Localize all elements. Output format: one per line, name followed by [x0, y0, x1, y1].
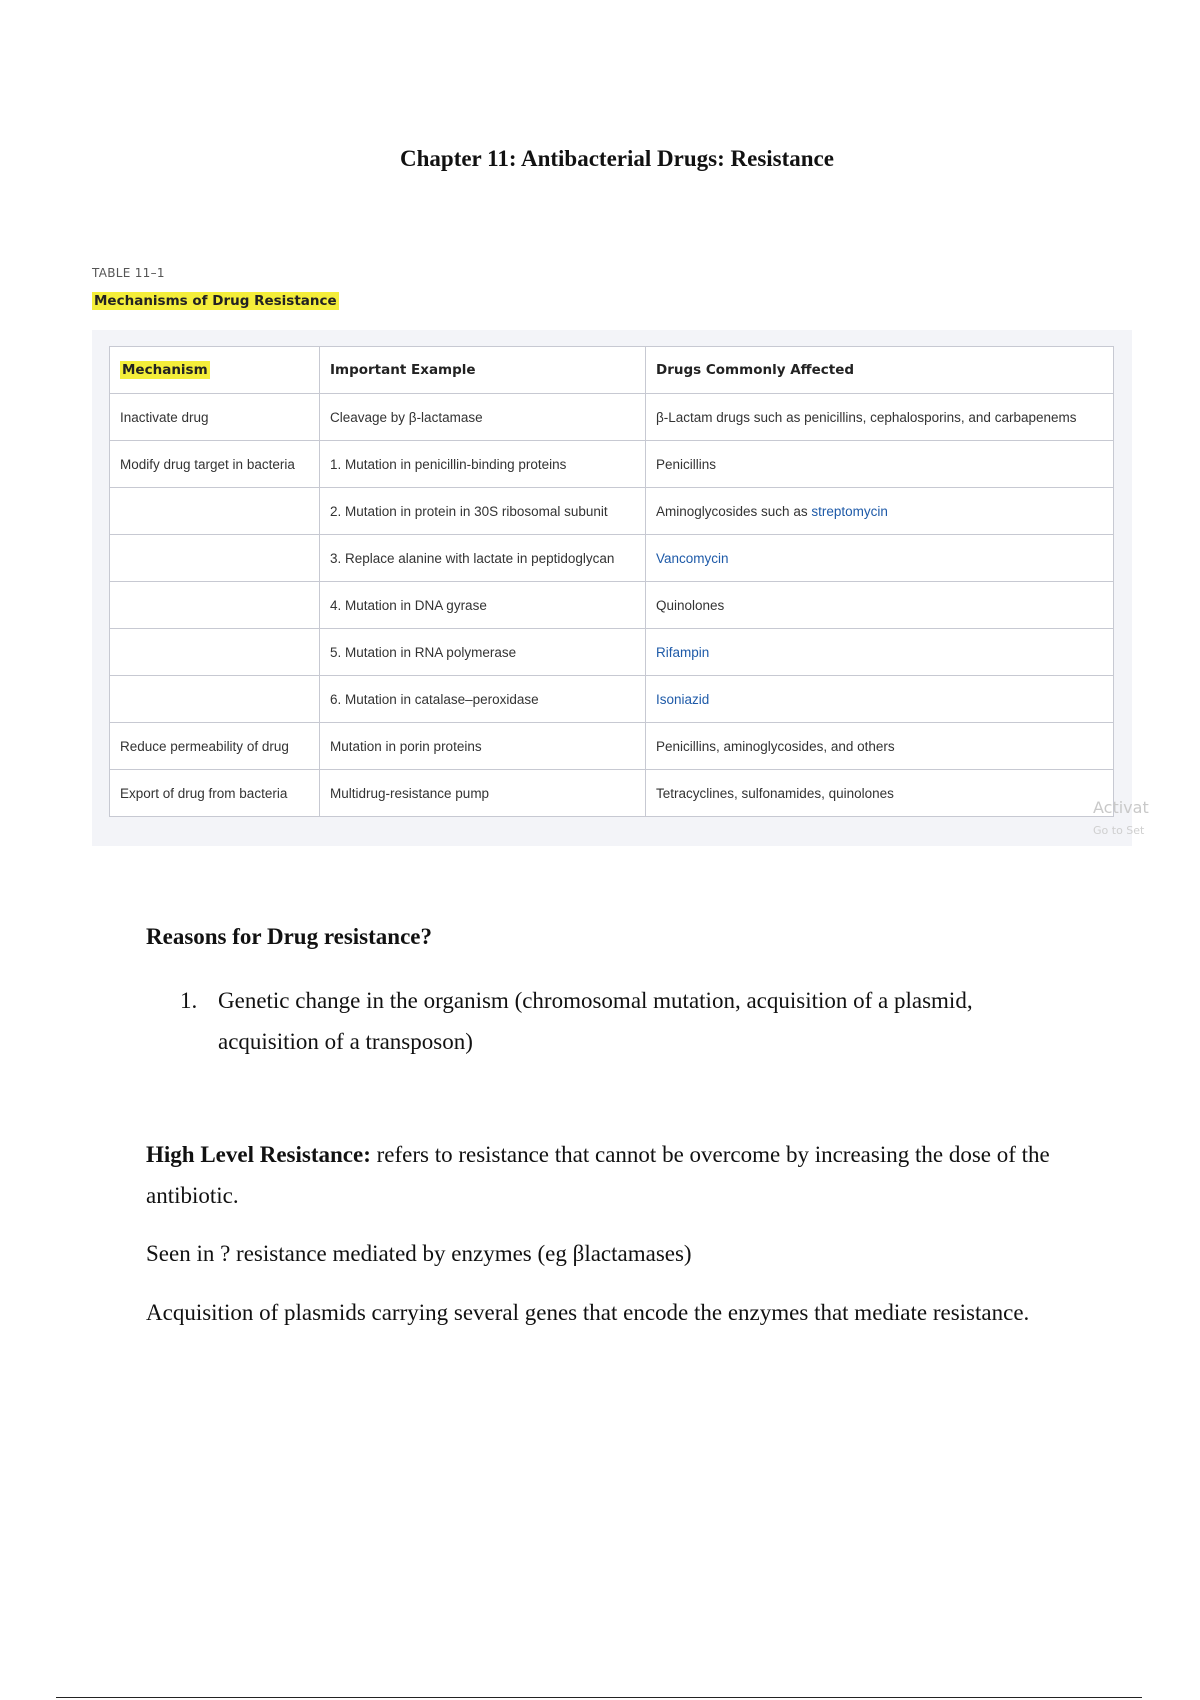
table-row	[110, 676, 1114, 723]
cell-example: 3. Replace alanine with lactate in peptidoglycan	[320, 535, 646, 582]
cell-mechanism	[110, 676, 320, 723]
activate-watermark: Activat	[1093, 798, 1149, 817]
table-caption: Mechanisms of Drug Resistance	[94, 293, 337, 309]
list-item-number: 1.	[180, 988, 198, 1013]
drugs-text: Quinolones	[656, 597, 725, 613]
cell-example: 6. Mutation in catalase–peroxidase	[320, 676, 646, 723]
cell-example: Multidrug-resistance pump	[320, 770, 646, 817]
header-mechanism-label: Mechanism	[122, 362, 208, 378]
table-row	[110, 488, 1114, 535]
table-row	[110, 629, 1114, 676]
drug-link-streptomycin[interactable]: streptomycin	[811, 503, 888, 519]
cell-example: 1. Mutation in penicillin-binding proteins	[320, 441, 646, 488]
cell-drugs	[646, 582, 1114, 629]
activate-watermark-subtext: Go to Set	[1093, 824, 1145, 837]
cell-example: 5. Mutation in RNA polymerase	[320, 629, 646, 676]
table-row	[110, 582, 1114, 629]
drug-link-isoniazid[interactable]: Isoniazid	[656, 691, 710, 707]
cell-example: Mutation in porin proteins	[320, 723, 646, 770]
table-row	[110, 770, 1114, 817]
high-level-term: High Level Resistance:	[146, 1142, 371, 1167]
cell-drugs	[646, 441, 1114, 488]
drugs-text: Tetracyclines, sulfonamides, quinolones	[656, 785, 894, 801]
cell-drugs	[646, 770, 1114, 817]
drugs-text: β-Lactam drugs such as penicillins, cephalosporins, and carbapenems	[656, 409, 1077, 425]
header-mechanism	[110, 347, 320, 394]
cell-example: 4. Mutation in DNA gyrase	[320, 582, 646, 629]
cell-mechanism: Inactivate drug	[110, 394, 320, 441]
drugs-text: Penicillins, aminoglycosides, and others	[656, 738, 895, 754]
cell-drugs	[646, 629, 1114, 676]
cell-drugs	[646, 488, 1114, 535]
cell-drugs	[646, 535, 1114, 582]
acquisition-paragraph: Acquisition of plasmids carrying several genes that encode the enzymes that mediate resistance.	[146, 1300, 1030, 1325]
cell-drugs	[646, 676, 1114, 723]
cell-example: 2. Mutation in protein in 30S ribosomal subunit	[320, 488, 646, 535]
table-header-row	[110, 347, 1114, 394]
page-title: Chapter 11: Antibacterial Drugs: Resistance	[400, 146, 834, 171]
reasons-heading: Reasons for Drug resistance?	[146, 924, 432, 949]
drugs-text: Penicillins	[656, 456, 717, 472]
drug-link-rifampin[interactable]: Rifampin	[656, 644, 710, 660]
cell-mechanism: Modify drug target in bacteria	[110, 441, 320, 488]
table-row	[110, 394, 1114, 441]
cell-drugs	[646, 723, 1114, 770]
table-label: TABLE 11–1	[92, 266, 165, 280]
table-row	[110, 723, 1114, 770]
cell-example: Cleavage by β-lactamase	[320, 394, 646, 441]
high-level-definition: refers to resistance that cannot be overcome by increasing the dose of the antibiotic.	[146, 1142, 1050, 1208]
table-row	[110, 535, 1114, 582]
page-divider	[56, 1697, 1142, 1698]
cell-drugs	[646, 394, 1114, 441]
cell-mechanism: Export of drug from bacteria	[110, 770, 320, 817]
cell-mechanism: Reduce permeability of drug	[110, 723, 320, 770]
list-item: Genetic change in the organism (chromosomal mutation, acquisition of a plasmid, acquisition of a transposon)	[218, 988, 973, 1054]
high-level-paragraph	[146, 1134, 1086, 1216]
cell-mechanism	[110, 488, 320, 535]
table-row	[110, 441, 1114, 488]
cell-mechanism	[110, 629, 320, 676]
header-example: Important Example	[320, 347, 646, 394]
header-drugs: Drugs Commonly Affected	[646, 347, 1114, 394]
mechanisms-table	[109, 346, 1114, 817]
drug-link-vancomycin[interactable]: Vancomycin	[656, 550, 729, 566]
cell-mechanism	[110, 582, 320, 629]
cell-mechanism	[110, 535, 320, 582]
seen-in-paragraph: Seen in ? resistance mediated by enzymes (eg βlactamases)	[146, 1241, 692, 1266]
drugs-text: Aminoglycosides such as	[656, 503, 812, 519]
